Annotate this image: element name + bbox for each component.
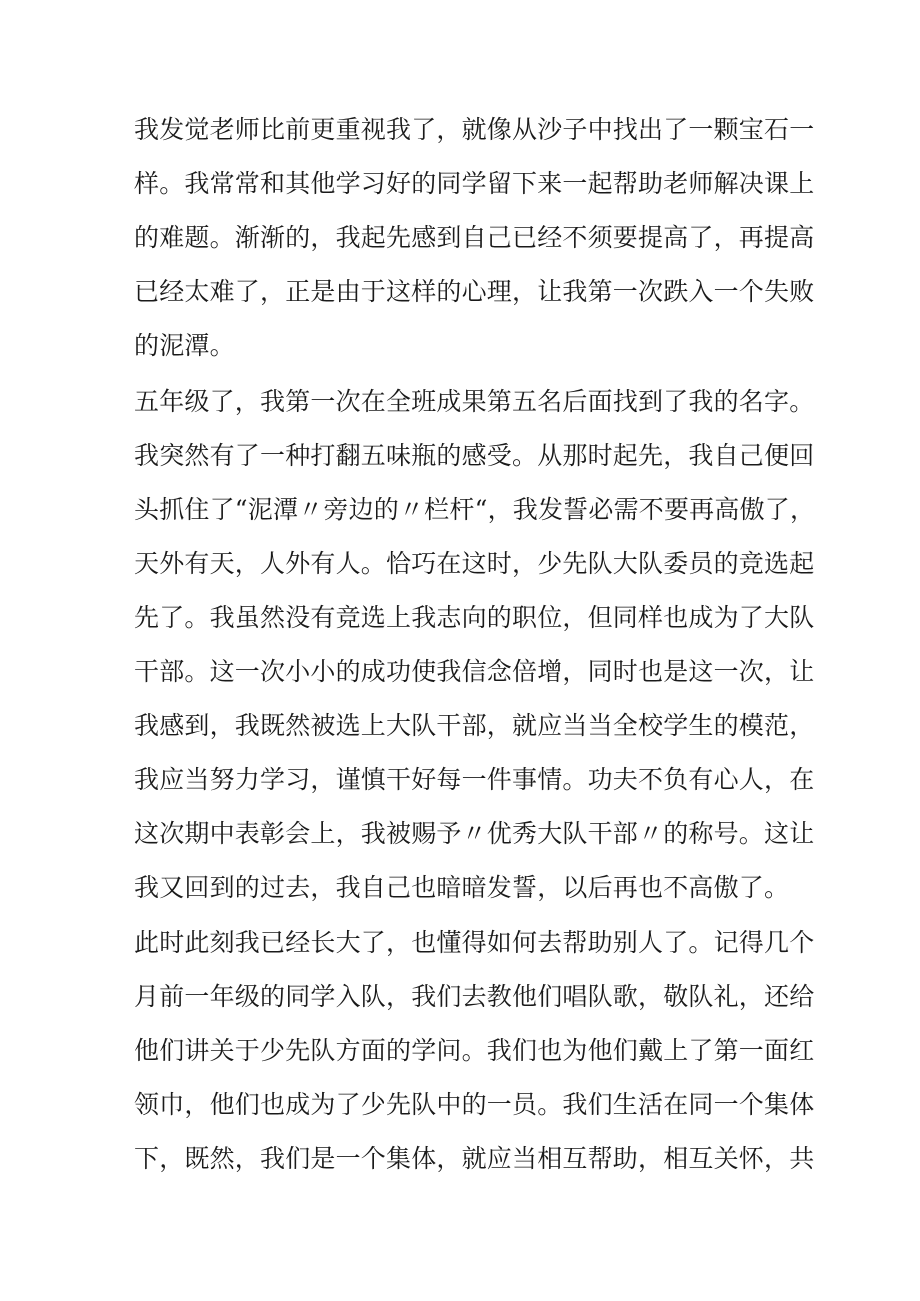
paragraph-1 bbox=[134, 103, 815, 373]
text-line: 的泥潭。 bbox=[134, 331, 235, 360]
text-line: 我突然有了一种打翻五味瓶的感受。从那时起先，我自己便回 bbox=[134, 441, 815, 470]
text-line: 干部。这一次小小的成功使我信念倍增，同时也是这一次，让 bbox=[134, 657, 815, 686]
text-line: 领巾，他们也成为了少先队中的一员。我们生活在同一个集体 bbox=[134, 1090, 815, 1119]
text-line: 已经太难了，正是由于这样的心理，让我第一次跌入一个失败 bbox=[134, 277, 815, 306]
text-line: 下，既然，我们是一个集体，就应当相互帮助，相互关怀，共 bbox=[134, 1144, 815, 1173]
text-line: 我应当努力学习，谨慎干好每一件事情。功夫不负有心人，在 bbox=[134, 765, 815, 794]
text-line: 月前一年级的同学入队，我们去教他们唱队歌，敬队礼，还给 bbox=[134, 982, 815, 1011]
text-line: 他们讲关于少先队方面的学问。我们也为他们戴上了第一面红 bbox=[134, 1036, 815, 1065]
text-line: 我又回到的过去，我自己也暗暗发誓，以后再也不高傲了。 bbox=[134, 873, 790, 902]
text-line: 的难题。渐渐的，我起先感到自己已经不须要提高了，再提高 bbox=[134, 223, 815, 252]
text-line: 此时此刻我已经长大了，也懂得如何去帮助别人了。记得几个 bbox=[134, 928, 815, 957]
text-line: 五年级了，我第一次在全班成果第五名后面找到了我的名字。 bbox=[134, 387, 815, 416]
text-line: 天外有天，人外有人。恰巧在这时，少先队大队委员的竞选起 bbox=[134, 549, 815, 578]
text-line: 这次期中表彰会上，我被赐予〃优秀大队干部〃的称号。这让 bbox=[134, 819, 815, 848]
text-line: 我感到，我既然被选上大队干部，就应当当全校学生的模范， bbox=[134, 711, 815, 740]
text-line: 样。我常常和其他学习好的同学留下来一起帮助老师解决课上 bbox=[134, 169, 815, 198]
paragraph-3 bbox=[134, 916, 815, 1186]
text-line: 头抓住了“泥潭〃旁边的〃栏杆“，我发誓必需不要再高傲了， bbox=[134, 495, 816, 524]
text-line: 我发觉老师比前更重视我了，就像从沙子中找出了一颗宝石一 bbox=[134, 115, 815, 144]
paragraph-2 bbox=[134, 375, 816, 915]
text-line: 先了。我虽然没有竞选上我志向的职位，但同样也成为了大队 bbox=[134, 603, 815, 632]
